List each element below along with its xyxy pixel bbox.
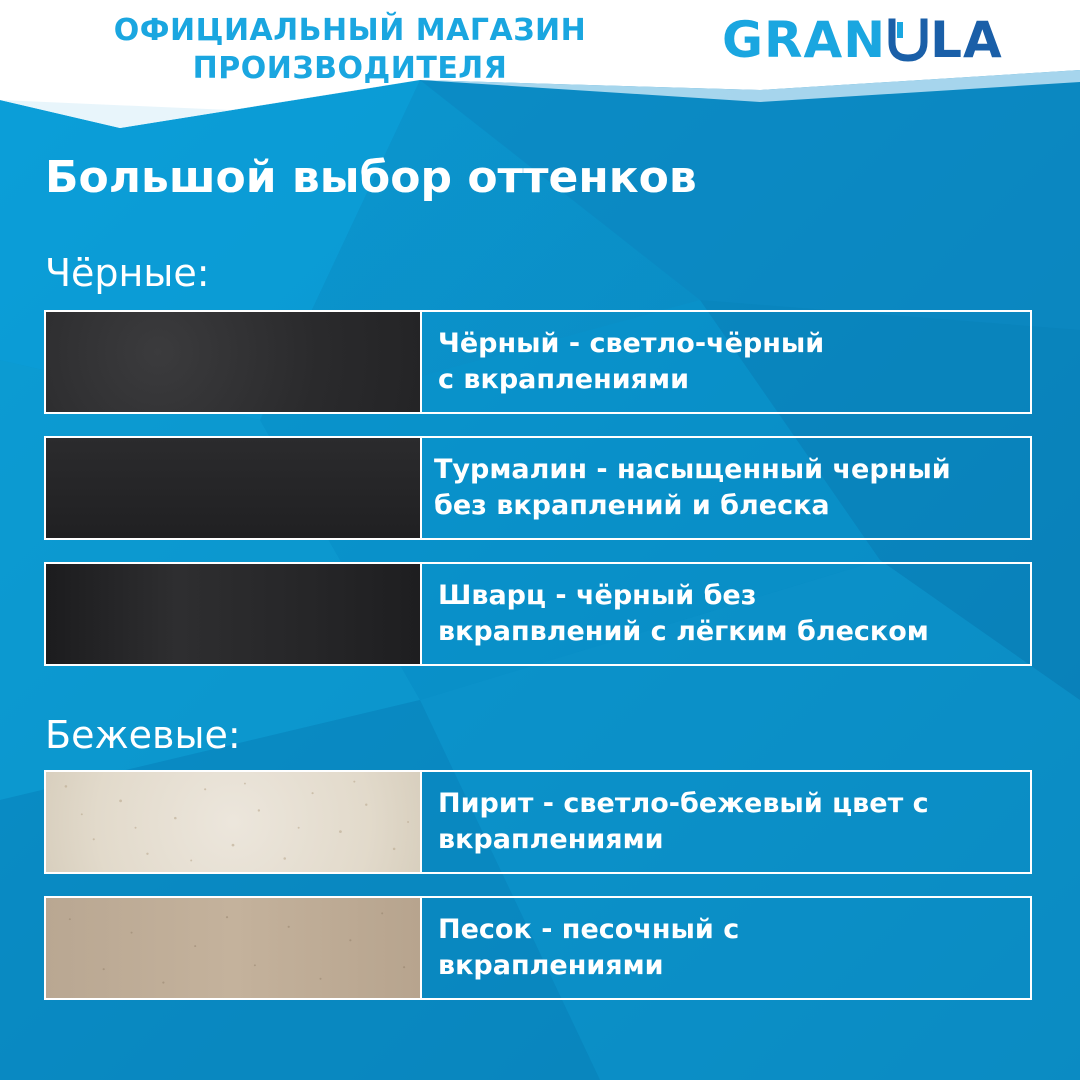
swatch-row-pirit[interactable] — [44, 770, 1032, 874]
swatch-label-pirit: Пирит - светло-бежевый цвет с вкраплениями — [438, 788, 929, 855]
swatch-pirit — [46, 772, 422, 872]
granula-u-mark-icon — [886, 16, 930, 64]
swatch-row-chernyi[interactable] — [44, 310, 1032, 414]
swatch-chernyi — [46, 312, 422, 412]
logo-text-left: GRAN — [722, 11, 887, 69]
section-title-black: Чёрные: — [45, 251, 210, 295]
swatch-shvarts — [46, 564, 422, 664]
official-shop-line1: ОФИЦИАЛЬНЫЙ МАГАЗИН — [113, 13, 587, 48]
swatch-label-shvarts: Шварц - чёрный без вкрапвлений с лёгким блеском — [438, 580, 929, 647]
swatch-label-pesok: Песок - песочный с вкраплениями — [438, 914, 740, 981]
official-shop-heading — [100, 12, 600, 88]
swatch-label-turmalin: Турмалин - насыщенный черный без вкраплений и блеска — [434, 454, 951, 521]
pesok-speckle-texture — [46, 898, 420, 998]
page-title: Большой выбор оттенков — [45, 152, 697, 203]
swatch-row-shvarts[interactable] — [44, 562, 1032, 666]
granula-logo[interactable] — [722, 10, 1003, 70]
swatch-pesok — [46, 898, 422, 998]
swatch-turmalin — [46, 438, 422, 538]
swatch-label-chernyi: Чёрный - светло-чёрный с вкраплениями — [438, 328, 825, 395]
swatch-row-pesok[interactable] — [44, 896, 1032, 1000]
logo-text-right: LA — [930, 11, 1003, 69]
section-title-beige: Бежевые: — [45, 713, 241, 757]
official-shop-line2: ПРОИЗВОДИТЕЛЯ — [192, 51, 508, 86]
pirit-speckle-texture — [46, 772, 420, 872]
swatch-row-turmalin[interactable] — [44, 436, 1032, 540]
